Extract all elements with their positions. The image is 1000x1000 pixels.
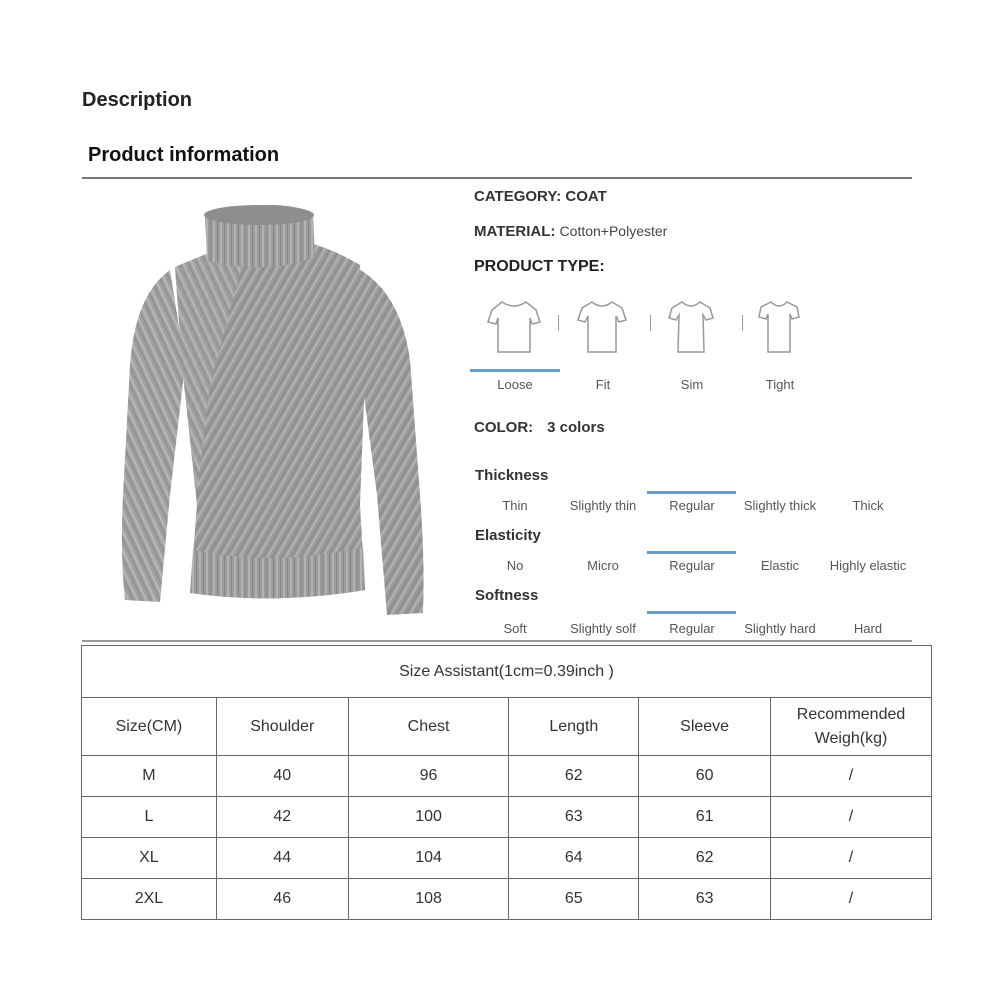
softness-option: Slightly solf	[570, 621, 636, 636]
table-cell: M	[82, 756, 217, 797]
thickness-option: Thin	[502, 498, 528, 513]
softness-label: Softness	[475, 587, 539, 604]
table-row	[82, 797, 932, 838]
product-type-label: PRODUCT TYPE:	[474, 258, 605, 275]
table-cell: 108	[348, 879, 509, 920]
table-cell: /	[771, 756, 932, 797]
table-cell: 44	[216, 838, 348, 879]
divider	[82, 177, 912, 179]
type-selected-indicator	[470, 369, 560, 372]
column-header: Sleeve	[639, 698, 771, 756]
softness-option: Hard	[853, 621, 883, 636]
type-option-loose	[470, 290, 560, 395]
divider	[82, 640, 912, 642]
table-row	[82, 838, 932, 879]
table-cell: 63	[639, 879, 771, 920]
size-table-header	[82, 698, 932, 756]
type-option-fit	[558, 290, 648, 395]
table-cell: 104	[348, 838, 509, 879]
category-value: COAT	[565, 188, 607, 205]
product-info-title: Product information	[88, 144, 280, 166]
size-table-caption: Size Assistant(1cm=0.39inch )	[82, 646, 932, 698]
elasticity-option: Regular	[669, 558, 715, 573]
type-label-tight: Tight	[765, 377, 795, 392]
softness-scale	[470, 621, 914, 639]
elasticity-option: Elastic	[760, 558, 800, 573]
tshirt-icon	[749, 296, 809, 356]
table-cell: /	[771, 879, 932, 920]
column-header: Length	[509, 698, 639, 756]
elasticity-option: Micro	[587, 558, 619, 573]
thickness-option: Slightly thick	[743, 498, 817, 513]
product-image	[115, 195, 440, 620]
tshirt-icon	[661, 296, 721, 356]
table-cell: /	[771, 838, 932, 879]
table-cell: 100	[348, 797, 509, 838]
thickness-option: Thick	[852, 498, 884, 513]
category-label: CATEGORY:	[474, 188, 562, 205]
elasticity-option: No	[506, 558, 524, 573]
table-cell: 64	[509, 838, 639, 879]
thickness-label: Thickness	[475, 467, 549, 484]
category-line	[474, 188, 607, 205]
elasticity-scale	[470, 558, 914, 576]
column-header: Size(CM)	[82, 698, 217, 756]
type-label-loose: Loose	[497, 377, 533, 392]
description-title: Description	[82, 89, 193, 111]
color-label: COLOR:	[474, 419, 534, 436]
table-cell: 60	[639, 756, 771, 797]
type-label-fit: Fit	[595, 377, 611, 392]
table-cell: 96	[348, 756, 509, 797]
softness-option: Regular	[669, 621, 715, 636]
table-cell: 40	[216, 756, 348, 797]
table-cell: L	[82, 797, 217, 838]
material-label: MATERIAL:	[474, 223, 556, 240]
softness-option: Slightly hard	[744, 621, 816, 636]
type-label-sim: Sim	[680, 377, 704, 392]
table-cell: 61	[639, 797, 771, 838]
table-cell: /	[771, 797, 932, 838]
color-value: 3 colors	[547, 419, 605, 436]
elasticity-label: Elasticity	[475, 527, 541, 544]
table-cell: XL	[82, 838, 217, 879]
thickness-selected-indicator	[647, 491, 736, 494]
type-option-sim	[647, 290, 737, 395]
elasticity-selected-indicator	[647, 551, 736, 554]
column-header: Recommended Weigh(kg)	[771, 698, 932, 756]
table-row	[82, 879, 932, 920]
product-type-options	[470, 290, 830, 400]
thickness-option: Slightly thin	[569, 498, 637, 513]
table-cell: 42	[216, 797, 348, 838]
material-line	[474, 223, 667, 240]
type-option-tight	[735, 290, 825, 395]
softness-option: Soft	[503, 621, 527, 636]
size-chart-table	[81, 645, 932, 920]
tshirt-icon	[484, 296, 544, 356]
table-cell: 63	[509, 797, 639, 838]
elasticity-option: Highly elastic	[829, 558, 907, 573]
table-cell: 46	[216, 879, 348, 920]
table-cell: 62	[509, 756, 639, 797]
softness-selected-indicator	[647, 611, 736, 614]
material-value: Cotton+Polyester	[559, 223, 668, 239]
thickness-scale	[470, 498, 914, 516]
table-cell: 65	[509, 879, 639, 920]
column-header: Chest	[348, 698, 509, 756]
color-line	[474, 419, 605, 436]
tshirt-icon	[572, 296, 632, 356]
thickness-option: Regular	[669, 498, 715, 513]
table-row	[82, 756, 932, 797]
table-cell: 2XL	[82, 879, 217, 920]
column-header: Shoulder	[216, 698, 348, 756]
table-cell: 62	[639, 838, 771, 879]
